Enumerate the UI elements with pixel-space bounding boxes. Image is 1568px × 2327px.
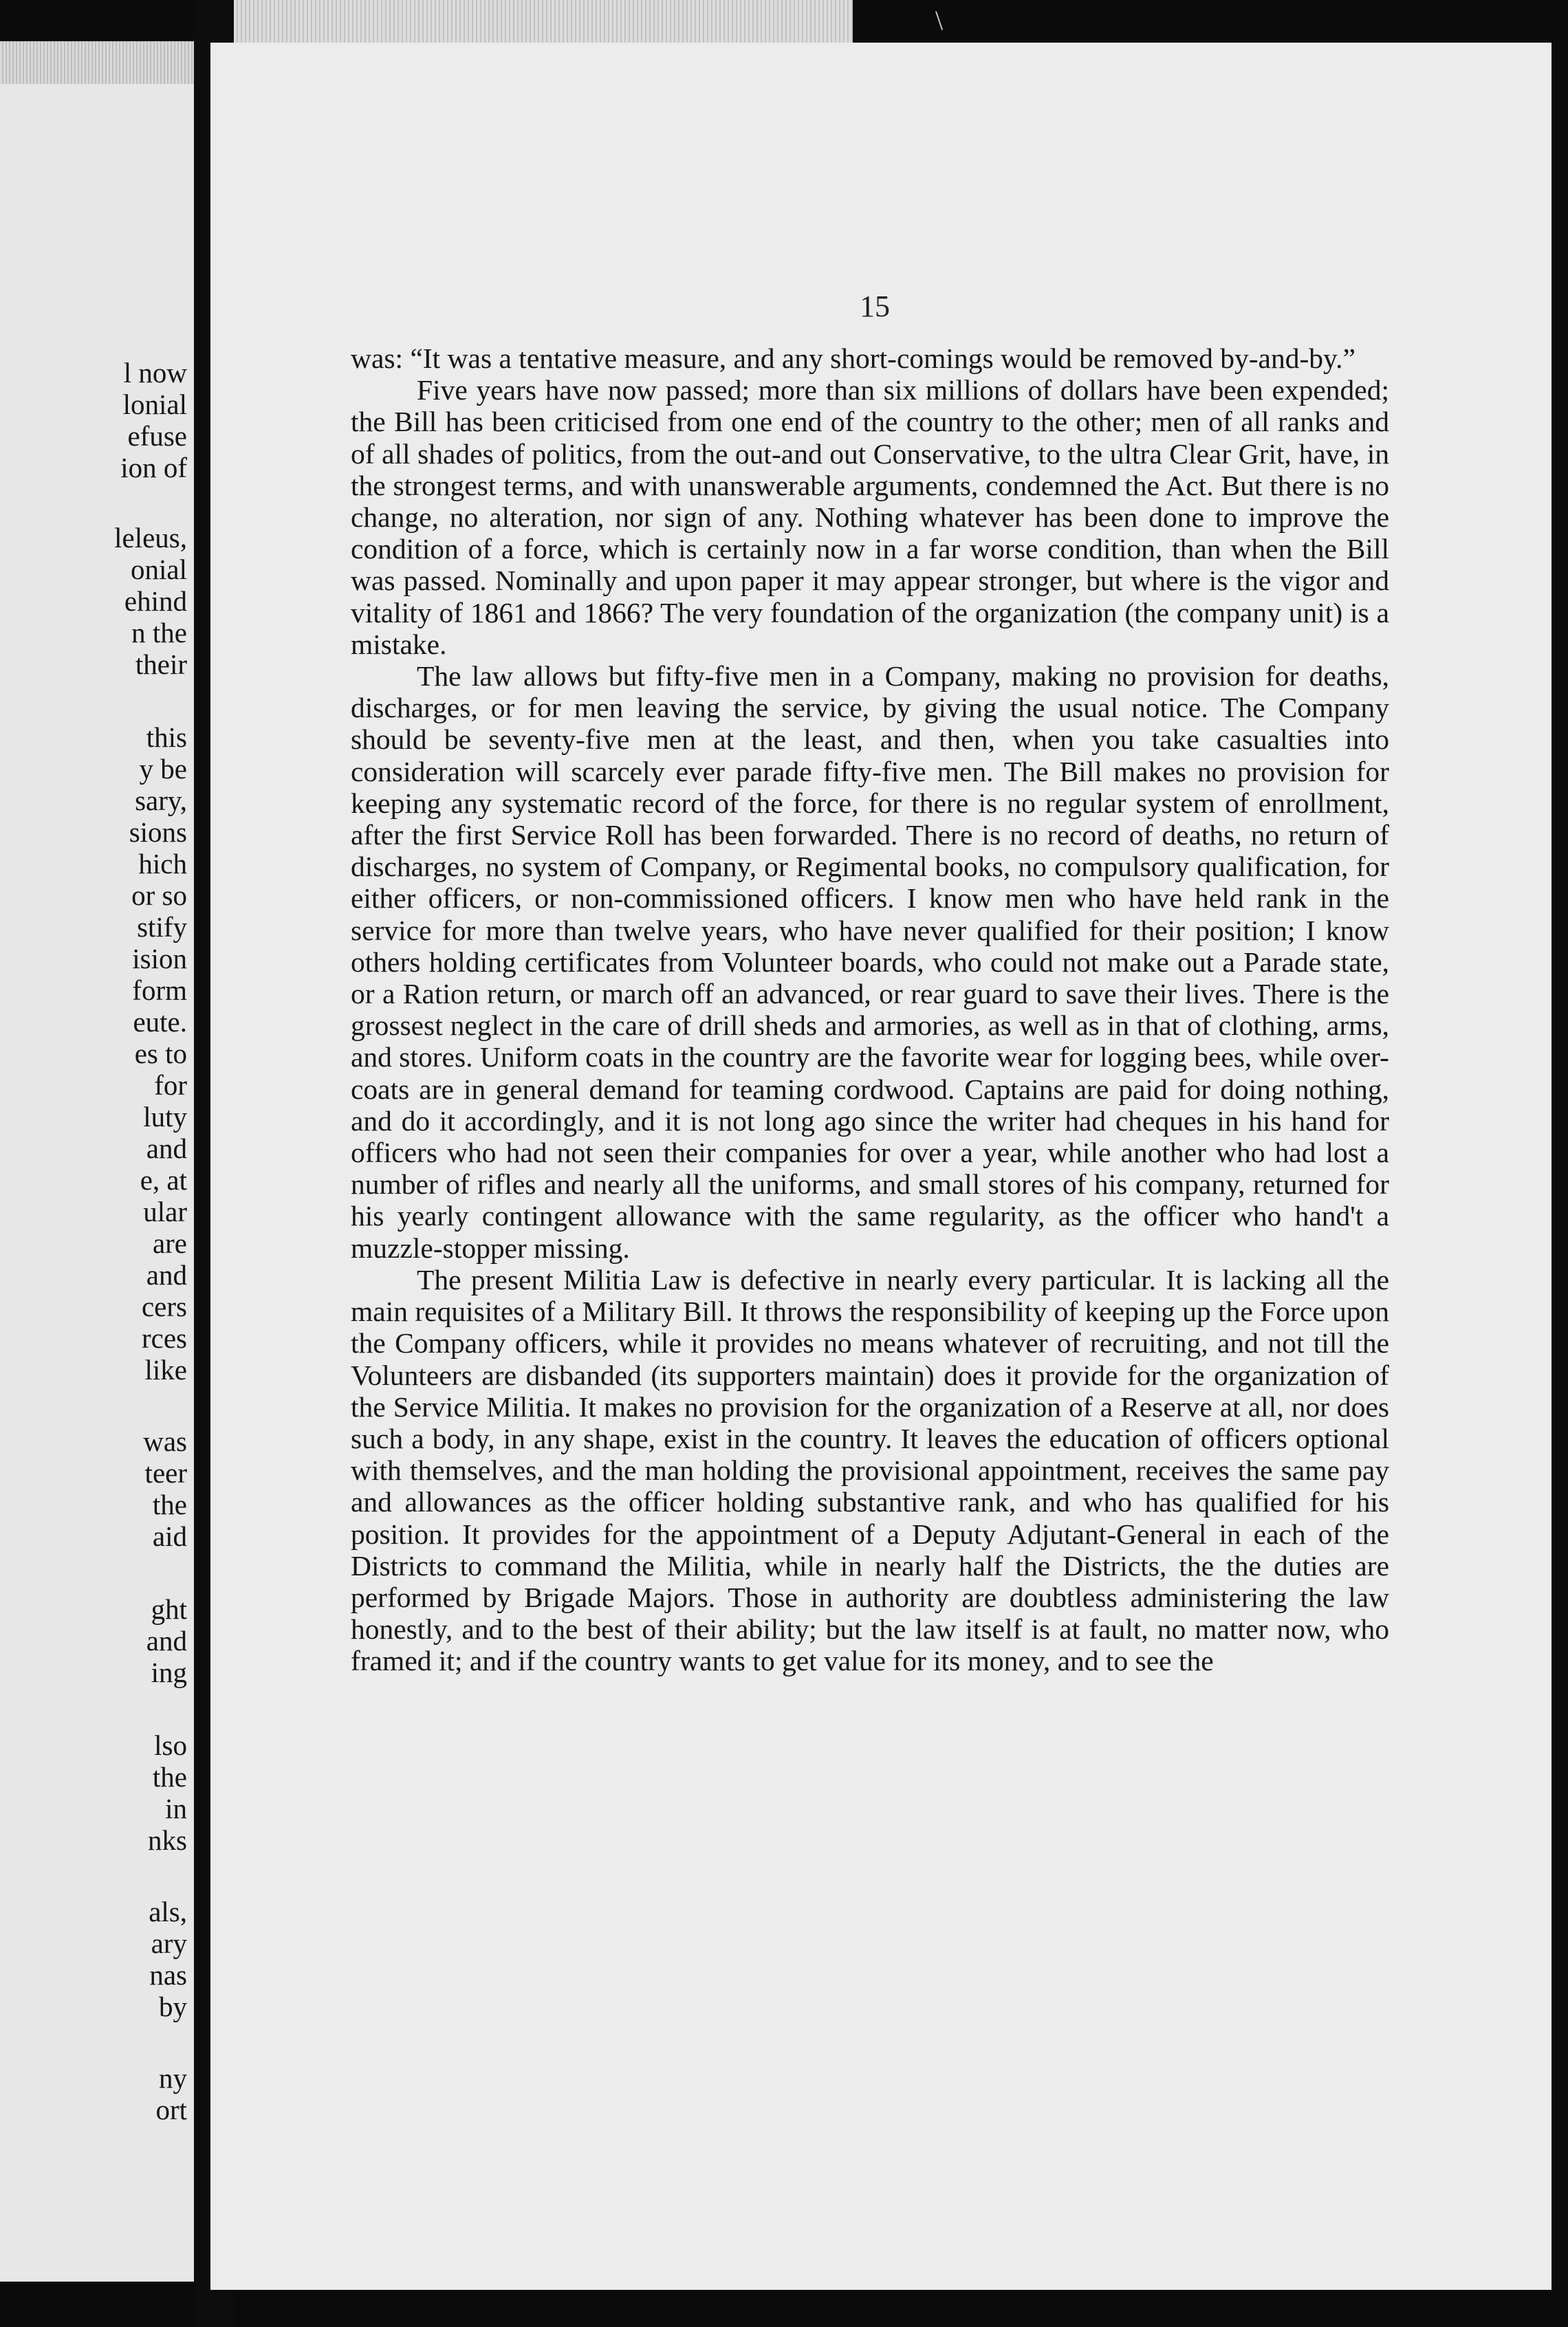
left-page-fragment: lonial bbox=[122, 389, 187, 420]
left-page-fragment: ision bbox=[132, 943, 187, 974]
left-page-fragment: onial bbox=[131, 554, 187, 585]
left-page-edge bbox=[0, 41, 194, 84]
left-page-fragment: lso bbox=[154, 1729, 187, 1761]
left-page-fragment: ght bbox=[151, 1593, 187, 1625]
left-page-fragment: form bbox=[132, 974, 187, 1006]
left-page-fragment: and bbox=[146, 1259, 187, 1291]
left-page-fragment: like bbox=[144, 1354, 187, 1386]
left-page-fragment: aid bbox=[152, 1520, 187, 1552]
left-page-fragment: cers bbox=[141, 1291, 187, 1322]
corner-mark: \ bbox=[935, 5, 944, 36]
left-page-fragment: ular bbox=[143, 1196, 187, 1227]
page-number: 15 bbox=[860, 289, 890, 323]
left-page-fragment: es to bbox=[134, 1038, 187, 1069]
left-page-fragment: l now bbox=[123, 357, 187, 389]
left-page-fragment: n the bbox=[131, 617, 187, 648]
left-page-fragment: or so bbox=[131, 880, 187, 911]
left-page-fragment: for bbox=[154, 1069, 187, 1101]
left-page-fragment: ing bbox=[151, 1657, 187, 1688]
left-page-fragment: nas bbox=[149, 1959, 187, 1991]
left-page-fragment: rces bbox=[141, 1322, 187, 1354]
left-page-fragment: their bbox=[135, 648, 187, 680]
left-page-fragment: luty bbox=[143, 1101, 187, 1133]
left-page-fragment: ny bbox=[159, 2062, 187, 2094]
left-page-fragment: the bbox=[152, 1489, 187, 1520]
left-page-fragment: and bbox=[146, 1133, 187, 1164]
left-page bbox=[0, 41, 194, 2282]
left-page-fragment: by bbox=[159, 1991, 187, 2022]
left-page-fragment: y be bbox=[139, 753, 187, 785]
left-page-fragment: stify bbox=[137, 911, 187, 943]
left-page-fragment: sions bbox=[129, 816, 187, 848]
left-page-fragment: eute. bbox=[133, 1006, 187, 1038]
paragraph: The law allows but fifty-five men in a Company, making no provision for deaths, discharges, or for men leaving the service, by giving the usual notice. The Company should be seventy-five men at the least, and then, when you take casualties into consideration will scarcely ever parade fifty-five men. The Bill makes no provision for keeping any systematic record of the force, for there is no regular system of enrollment, after the first Service Roll has been forwarded. There is no record of deaths, no return of discharges, no system of Company, or Regimental books, no compulsory qualification, for either officers, or non-commissioned officers. I know men who have held rank in the service for more than twelve years, who have never qualified for their position; I know others holding certificates from Volunteer boards, who could not make out a Parade state, or a Ration return, or march off an advanced, or rear guard to save their lives. There is the grossest neglect in the care of drill sheds and armories, as well as in that of clothing, arms, and stores. Uniform coats in the country are the favorite wear for logging bees, while over-coats are in general demand for teaming cordwood. Captains are paid for doing nothing, and do it accordingly, and it is not long ago since the writer had cheques in his hand for officers who had not seen their companies for over a year, while another who had lost a number of rifles and nearly all the uniforms, and small stores of his company, returned for his yearly contingent allowance with the same regularity, as the officer who hand't a muzzle-stopper missing. bbox=[351, 660, 1389, 1264]
left-page-fragment: hich bbox=[138, 848, 187, 880]
left-page-fragment: als, bbox=[149, 1896, 187, 1927]
left-page-fragment: ort bbox=[155, 2094, 187, 2126]
left-page-fragment: efuse bbox=[127, 420, 187, 452]
left-page-fragment: ary bbox=[151, 1927, 187, 1959]
left-page-fragment: teer bbox=[144, 1457, 187, 1489]
left-page-fragment: was bbox=[143, 1425, 187, 1457]
paragraph: Five years have now passed; more than six millions of dollars have been expended; the Bill has been criticised from one end of the country to the other; men of all ranks and of all shades of politics, from the out-and out Conservative, to the ultra Clear Grit, have, in the strongest terms, and with unanswerable arguments, condemned the Act. But there is no change, no alteration, nor sign of any. Nothing whatever has been done to improve the condition of a force, which is certainly now in a far worse condition, than when the Bill was passed. Nominally and upon paper it may appear stronger, but where is the vigor and vitality of 1861 and 1866? The very foundation of the organization (the company unit) is a mistake. bbox=[351, 374, 1389, 660]
left-page-fragment: e, at bbox=[140, 1164, 187, 1196]
paragraph: was: “It was a tentative measure, and any short-comings would be removed by-and-by.” bbox=[351, 342, 1355, 374]
left-page-fragment: the bbox=[152, 1761, 187, 1793]
body-text bbox=[351, 342, 1389, 1677]
left-page-fragment: are bbox=[152, 1227, 187, 1259]
left-page-fragment: ion of bbox=[120, 452, 187, 483]
left-page-fragment: ehind bbox=[124, 585, 187, 617]
left-page-fragment: in bbox=[165, 1793, 187, 1824]
left-page-fragment: sary, bbox=[135, 785, 187, 816]
page-top-edge bbox=[234, 0, 853, 43]
left-page-fragment: and bbox=[146, 1625, 187, 1657]
paragraph: The present Militia Law is defective in nearly every particular. It is lacking all the main requisites of a Military Bill. It throws the responsibility of keeping up the Force upon the Company officers, while it provides no means whatever of recruiting, and not till the Volunteers are disbanded (its supporters maintain) does it provide for the organization of the Service Militia. It makes no provision for the organization of a Reserve at all, nor does such a body, in any shape, exist in the country. It leaves the education of officers optional with themselves, and the man holding the provisional appointment, receives the same pay and allowances as the officer holding substantive rank, and who has qualified for his position. It provides for the appointment of a Deputy Adjutant-General in each of the Districts to command the Militia, while in nearly half the Districts, the the duties are performed by Brigade Majors. Those in authority are doubtless administering the law honestly, and to the best of their ability; but the law itself is at fault, no matter now, who framed it; and if the country wants to get value for its money, and to see the bbox=[351, 1263, 1389, 1677]
left-page-fragment: this bbox=[146, 721, 187, 753]
left-page-fragment: leleus, bbox=[114, 522, 187, 554]
left-page-fragment: nks bbox=[148, 1824, 187, 1856]
